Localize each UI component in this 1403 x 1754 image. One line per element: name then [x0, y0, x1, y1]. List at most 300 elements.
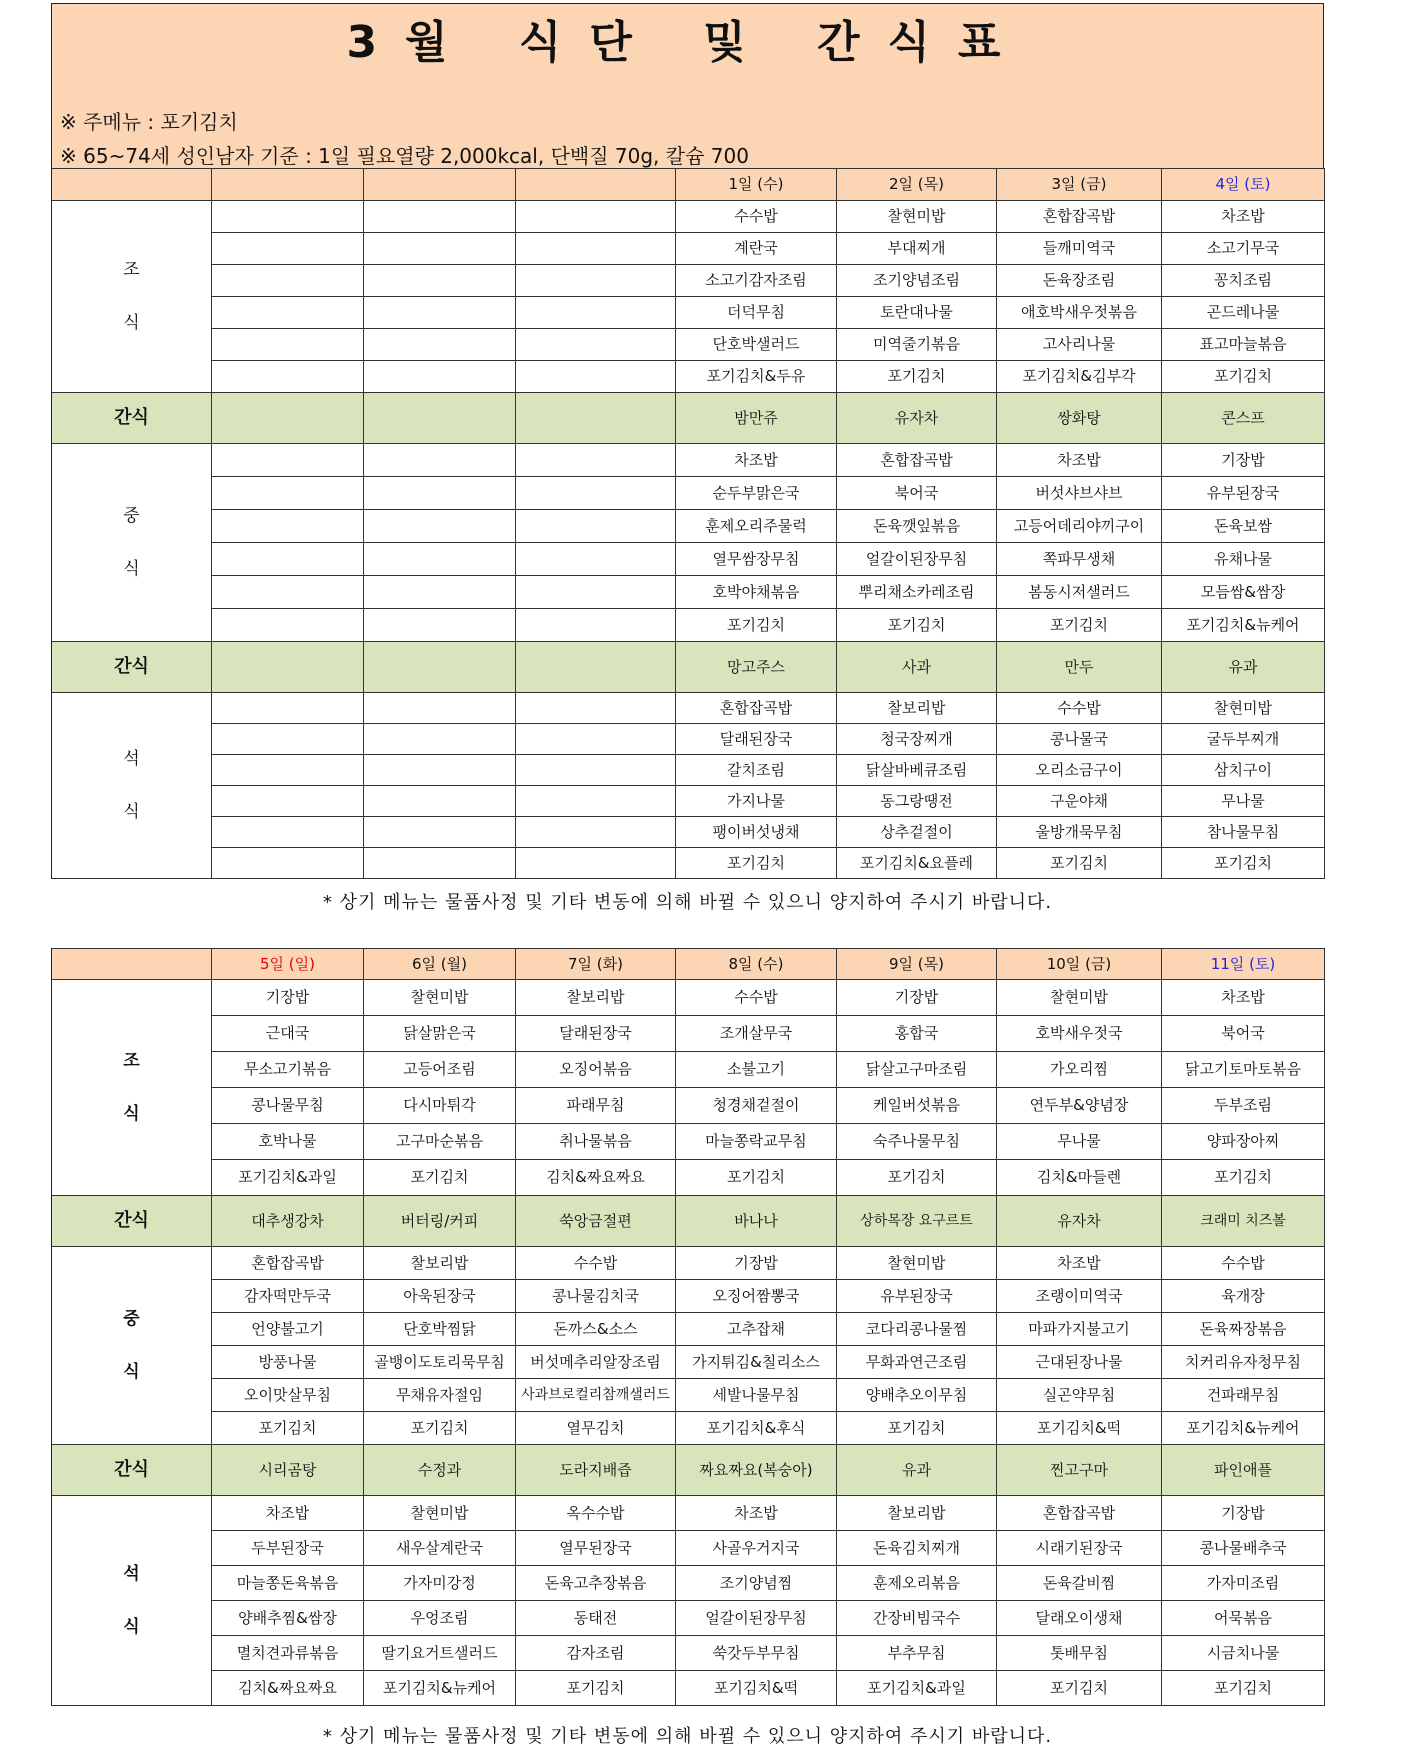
menu-cell — [364, 444, 516, 477]
menu-cell: 포기김치&두유 — [676, 361, 837, 393]
menu-cell: 달래된장국 — [676, 724, 837, 755]
menu-cell: 혼합잡곡밥 — [212, 1247, 364, 1280]
lunch-row — [52, 1379, 1325, 1412]
menu-cell: 돈육짜장볶음 — [1162, 1313, 1325, 1346]
menu-cell: 사과브로컬리참깨샐러드 — [516, 1379, 676, 1412]
menu-cell: 포기김치&뉴케어 — [364, 1671, 516, 1706]
menu-cell: 북어국 — [837, 477, 997, 510]
menu-cell: 사골우거지국 — [676, 1531, 837, 1566]
menu-cell: 파래무침 — [516, 1088, 676, 1124]
dinner-row — [52, 848, 1325, 879]
snack-label-cell: 간식 — [52, 642, 212, 693]
snack-cell — [516, 642, 676, 693]
dinner-row — [52, 786, 1325, 817]
menu-cell: 양배추오이무침 — [837, 1379, 997, 1412]
breakfast-label-top: 조 — [123, 259, 140, 280]
menu-cell: 미역줄기볶음 — [837, 329, 997, 361]
menu-cell: 고구마순볶음 — [364, 1124, 516, 1160]
menu-cell — [364, 724, 516, 755]
menu-cell — [364, 201, 516, 233]
snack-cell: 시리곰탕 — [212, 1445, 364, 1496]
menu-cell: 찰현미밥 — [364, 980, 516, 1016]
menu-cell: 멸치견과류볶음 — [212, 1636, 364, 1671]
menu-cell: 차조밥 — [997, 1247, 1162, 1280]
menu-cell: 닭고기토마토볶음 — [1162, 1052, 1325, 1088]
menu-cell: 포기김치&요플레 — [837, 848, 997, 879]
day-header-cell — [516, 169, 676, 201]
lunch-row — [52, 510, 1325, 543]
breakfast-row — [52, 265, 1325, 297]
menu-cell: 간장비빔국수 — [837, 1601, 997, 1636]
menu-cell — [364, 329, 516, 361]
lunch-row — [52, 1313, 1325, 1346]
menu-cell: 소고기감자조림 — [676, 265, 837, 297]
menu-cell: 가오리찜 — [997, 1052, 1162, 1088]
menu-cell: 순두부맑은국 — [676, 477, 837, 510]
menu-cell: 두부조림 — [1162, 1088, 1325, 1124]
menu-cell: 포기김치 — [1162, 361, 1325, 393]
menu-cell: 포기김치 — [837, 609, 997, 642]
menu-cell: 찰현미밥 — [997, 980, 1162, 1016]
menu-cell: 고등어데리야끼구이 — [997, 510, 1162, 543]
menu-cell: 가지튀김&칠리소스 — [676, 1346, 837, 1379]
menu-cell: 수수밥 — [676, 201, 837, 233]
snack-cell: 찐고구마 — [997, 1445, 1162, 1496]
menu-cell: 포기김치&과일 — [212, 1160, 364, 1196]
menu-cell: 호박나물 — [212, 1124, 364, 1160]
breakfast-row — [52, 980, 1325, 1016]
snack2-row — [52, 1445, 1325, 1496]
breakfast-row — [52, 1088, 1325, 1124]
page-title: 3월 식단 및 간식표 — [346, 17, 1029, 68]
menu-cell — [212, 444, 364, 477]
menu-cell: 찰보리밥 — [516, 980, 676, 1016]
menu-cell — [212, 297, 364, 329]
menu-cell: 우엉조림 — [364, 1601, 516, 1636]
menu-cell: 달래된장국 — [516, 1016, 676, 1052]
breakfast-label-cell — [52, 201, 212, 393]
snack-label-cell: 간식 — [52, 393, 212, 444]
menu-cell — [516, 297, 676, 329]
menu-cell: 소고기무국 — [1162, 233, 1325, 265]
menu-cell — [516, 724, 676, 755]
menu-cell — [364, 361, 516, 393]
menu-cell — [212, 329, 364, 361]
menu-cell — [364, 265, 516, 297]
menu-cell: 포기김치&뉴케어 — [1162, 1412, 1325, 1445]
menu-cell: 포기김치 — [1162, 1160, 1325, 1196]
dinner-label-bottom: 식 — [123, 1616, 140, 1637]
dinner-label-top: 석 — [123, 748, 140, 769]
breakfast-row — [52, 329, 1325, 361]
menu-cell — [212, 693, 364, 724]
menu-cell: 곤드레나물 — [1162, 297, 1325, 329]
menu-cell: 무소고기볶음 — [212, 1052, 364, 1088]
menu-cell: 양배추찜&쌈장 — [212, 1601, 364, 1636]
menu-cell: 오징어짬뽕국 — [676, 1280, 837, 1313]
menu-cell: 혼합잡곡밥 — [997, 201, 1162, 233]
snack-cell: 파인애플 — [1162, 1445, 1325, 1496]
menu-cell — [364, 576, 516, 609]
menu-cell: 돈육고추장볶음 — [516, 1566, 676, 1601]
menu-cell: 케일버섯볶음 — [837, 1088, 997, 1124]
menu-cell: 양파장아찌 — [1162, 1124, 1325, 1160]
breakfast-row — [52, 1016, 1325, 1052]
menu-cell: 참나물무침 — [1162, 817, 1325, 848]
menu-cell: 감자떡만두국 — [212, 1280, 364, 1313]
menu-cell — [364, 297, 516, 329]
snack-cell: 유자차 — [837, 393, 997, 444]
breakfast-row — [52, 361, 1325, 393]
dinner-label-cell — [52, 693, 212, 879]
menu-cell — [212, 848, 364, 879]
menu-cell: 조기양념찜 — [676, 1566, 837, 1601]
menu-cell: 더덕무침 — [676, 297, 837, 329]
snack-cell: 쑥앙금절편 — [516, 1196, 676, 1247]
menu-cell: 포기김치 — [997, 609, 1162, 642]
lunch-row — [52, 477, 1325, 510]
snack-label-cell: 간식 — [52, 1196, 212, 1247]
menu-cell — [212, 755, 364, 786]
menu-cell: 포기김치&김부각 — [997, 361, 1162, 393]
day-header-cell: 1일 (수) — [676, 169, 837, 201]
day-header-cell: 5일 (일) — [212, 949, 364, 980]
menu-cell — [212, 233, 364, 265]
menu-cell: 단호박찜닭 — [364, 1313, 516, 1346]
menu-cell: 차조밥 — [212, 1496, 364, 1531]
menu-cell: 찰보리밥 — [837, 693, 997, 724]
dinner-row — [52, 1496, 1325, 1531]
main-menu-note: ※ 주메뉴 : 포기김치 — [60, 110, 238, 134]
breakfast-row — [52, 297, 1325, 329]
menu-cell: 김치&마들렌 — [997, 1160, 1162, 1196]
header-corner-cell — [52, 169, 212, 201]
lunch-row — [52, 1346, 1325, 1379]
menu-cell — [516, 817, 676, 848]
menu-cell: 포기김치 — [1162, 1671, 1325, 1706]
menu-cell: 오이맛살무침 — [212, 1379, 364, 1412]
menu-cell: 새우살계란국 — [364, 1531, 516, 1566]
menu-cell: 포기김치&떡 — [997, 1412, 1162, 1445]
menu-cell: 얼갈이된장무침 — [676, 1601, 837, 1636]
snack-cell: 짜요짜요(복숭아) — [676, 1445, 837, 1496]
menu-cell: 포기김치 — [676, 1160, 837, 1196]
snack-cell: 유과 — [1162, 642, 1325, 693]
snack-cell: 상하목장 요구르트 — [837, 1196, 997, 1247]
snack-cell: 유자차 — [997, 1196, 1162, 1247]
lunch-label-cell — [52, 1247, 212, 1445]
dinner-label-cell — [52, 1496, 212, 1706]
menu-cell: 북어국 — [1162, 1016, 1325, 1052]
menu-cell: 차조밥 — [676, 444, 837, 477]
menu-cell: 훈제오리주물럭 — [676, 510, 837, 543]
menu-cell — [212, 609, 364, 642]
menu-cell: 혼합잡곡밥 — [837, 444, 997, 477]
menu-cell: 얼갈이된장무침 — [837, 543, 997, 576]
dinner-row — [52, 1601, 1325, 1636]
snack-cell: 유과 — [837, 1445, 997, 1496]
week2-menu-table — [51, 948, 1325, 1706]
menu-cell: 돈육깻잎볶음 — [837, 510, 997, 543]
menu-cell: 가자미조림 — [1162, 1566, 1325, 1601]
dinner-label-top: 석 — [123, 1563, 140, 1584]
lunch-row — [52, 1247, 1325, 1280]
day-header-cell: 6일 (월) — [364, 949, 516, 980]
menu-cell — [364, 693, 516, 724]
menu-cell: 옥수수밥 — [516, 1496, 676, 1531]
menu-cell: 홍합국 — [837, 1016, 997, 1052]
menu-cell: 시금치나물 — [1162, 1636, 1325, 1671]
menu-cell: 쪽파무생채 — [997, 543, 1162, 576]
day-header-cell — [364, 169, 516, 201]
snack-label-cell: 간식 — [52, 1445, 212, 1496]
snack-cell: 대추생강차 — [212, 1196, 364, 1247]
menu-cell: 동태전 — [516, 1601, 676, 1636]
menu-cell: 연두부&양념장 — [997, 1088, 1162, 1124]
snack-cell: 망고주스 — [676, 642, 837, 693]
snack-cell: 만두 — [997, 642, 1162, 693]
snack2-row — [52, 642, 1325, 693]
day-header-cell: 9일 (목) — [837, 949, 997, 980]
menu-cell: 토란대나물 — [837, 297, 997, 329]
breakfast-row — [52, 201, 1325, 233]
menu-cell: 들깨미역국 — [997, 233, 1162, 265]
menu-header — [51, 3, 1324, 169]
menu-cell: 건파래무침 — [1162, 1379, 1325, 1412]
menu-cell: 실곤약무침 — [997, 1379, 1162, 1412]
menu-cell: 가지나물 — [676, 786, 837, 817]
menu-cell: 기장밥 — [837, 980, 997, 1016]
menu-cell: 아욱된장국 — [364, 1280, 516, 1313]
menu-cell: 치커리유자청무침 — [1162, 1346, 1325, 1379]
menu-cell — [212, 817, 364, 848]
menu-cell: 고등어조림 — [364, 1052, 516, 1088]
menu-cell: 방풍나물 — [212, 1346, 364, 1379]
dinner-row — [52, 1566, 1325, 1601]
menu-cell — [516, 510, 676, 543]
menu-cell: 찰현미밥 — [837, 201, 997, 233]
menu-cell — [516, 361, 676, 393]
menu-cell: 차조밥 — [1162, 980, 1325, 1016]
menu-cell: 수수밥 — [1162, 1247, 1325, 1280]
menu-cell: 쑥갓두부무침 — [676, 1636, 837, 1671]
menu-cell: 혼합잡곡밥 — [997, 1496, 1162, 1531]
menu-cell: 딸기요거트샐러드 — [364, 1636, 516, 1671]
menu-cell: 동그랑땡전 — [837, 786, 997, 817]
menu-cell: 찰보리밥 — [837, 1496, 997, 1531]
menu-cell: 고추잡채 — [676, 1313, 837, 1346]
menu-cell: 모듬쌈&쌈장 — [1162, 576, 1325, 609]
snack-cell: 버터링/커피 — [364, 1196, 516, 1247]
menu-cell: 감자조림 — [516, 1636, 676, 1671]
menu-cell: 찰보리밥 — [364, 1247, 516, 1280]
menu-cell: 포기김치 — [364, 1160, 516, 1196]
menu-cell: 돈육김치찌개 — [837, 1531, 997, 1566]
menu-cell: 조개살무국 — [676, 1016, 837, 1052]
menu-cell: 포기김치 — [212, 1412, 364, 1445]
menu-cell: 호박야채볶음 — [676, 576, 837, 609]
menu-cell: 숙주나물무침 — [837, 1124, 997, 1160]
breakfast-row — [52, 1160, 1325, 1196]
lunch-row — [52, 576, 1325, 609]
menu-cell — [516, 201, 676, 233]
menu-cell: 표고마늘볶음 — [1162, 329, 1325, 361]
menu-cell: 마파가지불고기 — [997, 1313, 1162, 1346]
menu-cell: 유부된장국 — [1162, 477, 1325, 510]
menu-cell — [516, 329, 676, 361]
menu-cell: 포기김치 — [516, 1671, 676, 1706]
lunch-row — [52, 543, 1325, 576]
menu-cell: 돈육갈비찜 — [997, 1566, 1162, 1601]
menu-cell: 돈육장조림 — [997, 265, 1162, 297]
day-header-cell: 8일 (수) — [676, 949, 837, 980]
header-corner-cell — [52, 949, 212, 980]
menu-cell: 봄동시저샐러드 — [997, 576, 1162, 609]
menu-cell — [212, 265, 364, 297]
menu-cell: 마늘쫑락교무침 — [676, 1124, 837, 1160]
menu-cell — [212, 201, 364, 233]
menu-cell: 조기양념조림 — [837, 265, 997, 297]
menu-cell: 찰현미밥 — [1162, 693, 1325, 724]
menu-cell — [516, 755, 676, 786]
day-header-cell: 10일 (금) — [997, 949, 1162, 980]
menu-cell: 차조밥 — [676, 1496, 837, 1531]
menu-cell: 포기김치 — [676, 848, 837, 879]
menu-cell: 콩나물배추국 — [1162, 1531, 1325, 1566]
menu-cell: 열무김치 — [516, 1412, 676, 1445]
menu-cell: 세발나물무침 — [676, 1379, 837, 1412]
menu-cell: 수수밥 — [516, 1247, 676, 1280]
menu-cell — [516, 576, 676, 609]
menu-cell — [516, 848, 676, 879]
menu-cell: 청국장찌개 — [837, 724, 997, 755]
menu-cell — [212, 576, 364, 609]
day-header-cell — [212, 169, 364, 201]
snack-cell: 콘스프 — [1162, 393, 1325, 444]
snack1-row — [52, 1196, 1325, 1247]
lunch-label-bottom: 식 — [123, 1361, 140, 1382]
menu-cell: 기장밥 — [1162, 1496, 1325, 1531]
menu-cell — [516, 265, 676, 297]
menu-cell: 무채유자절임 — [364, 1379, 516, 1412]
menu-cell — [364, 609, 516, 642]
snack-cell: 사과 — [837, 642, 997, 693]
snack-cell — [516, 393, 676, 444]
snack-cell: 밤만쥬 — [676, 393, 837, 444]
menu-cell — [516, 444, 676, 477]
day-header-cell: 11일 (토) — [1162, 949, 1325, 980]
dinner-row — [52, 755, 1325, 786]
snack-cell — [212, 393, 364, 444]
menu-cell — [364, 848, 516, 879]
menu-cell — [364, 755, 516, 786]
menu-cell: 뿌리채소카레조림 — [837, 576, 997, 609]
menu-cell — [364, 477, 516, 510]
menu-cell: 콩나물무침 — [212, 1088, 364, 1124]
snack-cell — [364, 642, 516, 693]
menu-cell: 닭살바베큐조림 — [837, 755, 997, 786]
lunch-label-top: 중 — [123, 1308, 140, 1329]
menu-cell — [212, 543, 364, 576]
snack-cell: 바나나 — [676, 1196, 837, 1247]
day-header-cell: 2일 (목) — [837, 169, 997, 201]
menu-cell: 굴두부찌개 — [1162, 724, 1325, 755]
menu-cell: 포기김치&후식 — [676, 1412, 837, 1445]
dinner-row — [52, 1636, 1325, 1671]
menu-cell: 버섯샤브샤브 — [997, 477, 1162, 510]
menu-cell — [516, 233, 676, 265]
menu-cell — [516, 477, 676, 510]
menu-cell: 기장밥 — [676, 1247, 837, 1280]
dinner-row — [52, 1671, 1325, 1706]
menu-cell: 김치&짜요짜요 — [212, 1671, 364, 1706]
menu-cell: 포기김치 — [837, 1160, 997, 1196]
day-header-cell: 3일 (금) — [997, 169, 1162, 201]
menu-cell — [364, 233, 516, 265]
menu-cell: 포기김치 — [364, 1412, 516, 1445]
menu-cell: 김치&짜요짜요 — [516, 1160, 676, 1196]
menu-cell — [516, 609, 676, 642]
menu-cell: 열무쌈장무침 — [676, 543, 837, 576]
footnote-week2: * 상기 메뉴는 물품사정 및 기타 변동에 의해 바뀔 수 있으니 양지하여 주시기 바랍니다. — [322, 1726, 1053, 1747]
menu-cell — [212, 510, 364, 543]
dinner-row — [52, 817, 1325, 848]
menu-cell — [364, 510, 516, 543]
day-header-cell: 7일 (화) — [516, 949, 676, 980]
dinner-label-bottom: 식 — [123, 801, 140, 822]
nutrition-note: ※ 65~74세 성인남자 기준 : 1일 필요열량 2,000kcal, 단백질 70g, 칼슘 700 — [60, 144, 749, 168]
menu-cell: 갈치조림 — [676, 755, 837, 786]
menu-cell: 시래기된장국 — [997, 1531, 1162, 1566]
lunch-label-cell — [52, 444, 212, 642]
menu-cell: 찰현미밥 — [837, 1247, 997, 1280]
menu-cell: 찰현미밥 — [364, 1496, 516, 1531]
menu-cell: 두부된장국 — [212, 1531, 364, 1566]
menu-cell: 코다리콩나물찜 — [837, 1313, 997, 1346]
menu-cell: 수수밥 — [676, 980, 837, 1016]
menu-cell: 무화과연근조림 — [837, 1346, 997, 1379]
menu-cell — [516, 786, 676, 817]
menu-cell: 마늘쫑돈육볶음 — [212, 1566, 364, 1601]
menu-cell: 소불고기 — [676, 1052, 837, 1088]
menu-cell: 어묵볶음 — [1162, 1601, 1325, 1636]
menu-cell: 계란국 — [676, 233, 837, 265]
menu-cell — [212, 786, 364, 817]
menu-cell: 훈제오리볶음 — [837, 1566, 997, 1601]
menu-cell: 포기김치 — [676, 609, 837, 642]
menu-cell: 콩나물김치국 — [516, 1280, 676, 1313]
menu-cell: 울방개묵무침 — [997, 817, 1162, 848]
menu-cell — [364, 817, 516, 848]
menu-cell: 포기김치&뉴케어 — [1162, 609, 1325, 642]
dinner-row — [52, 724, 1325, 755]
dinner-row — [52, 693, 1325, 724]
menu-cell: 기장밥 — [212, 980, 364, 1016]
menu-cell: 차조밥 — [1162, 201, 1325, 233]
breakfast-label-top: 조 — [123, 1050, 140, 1071]
menu-cell: 오징어볶음 — [516, 1052, 676, 1088]
breakfast-label-cell — [52, 980, 212, 1196]
menu-cell: 혼합잡곡밥 — [676, 693, 837, 724]
menu-cell: 톳배무침 — [997, 1636, 1162, 1671]
menu-cell — [212, 361, 364, 393]
menu-cell: 가자미강정 — [364, 1566, 516, 1601]
menu-cell — [212, 477, 364, 510]
menu-cell — [212, 724, 364, 755]
breakfast-label-bottom: 식 — [123, 1103, 140, 1124]
menu-cell: 단호박샐러드 — [676, 329, 837, 361]
menu-cell: 유부된장국 — [837, 1280, 997, 1313]
